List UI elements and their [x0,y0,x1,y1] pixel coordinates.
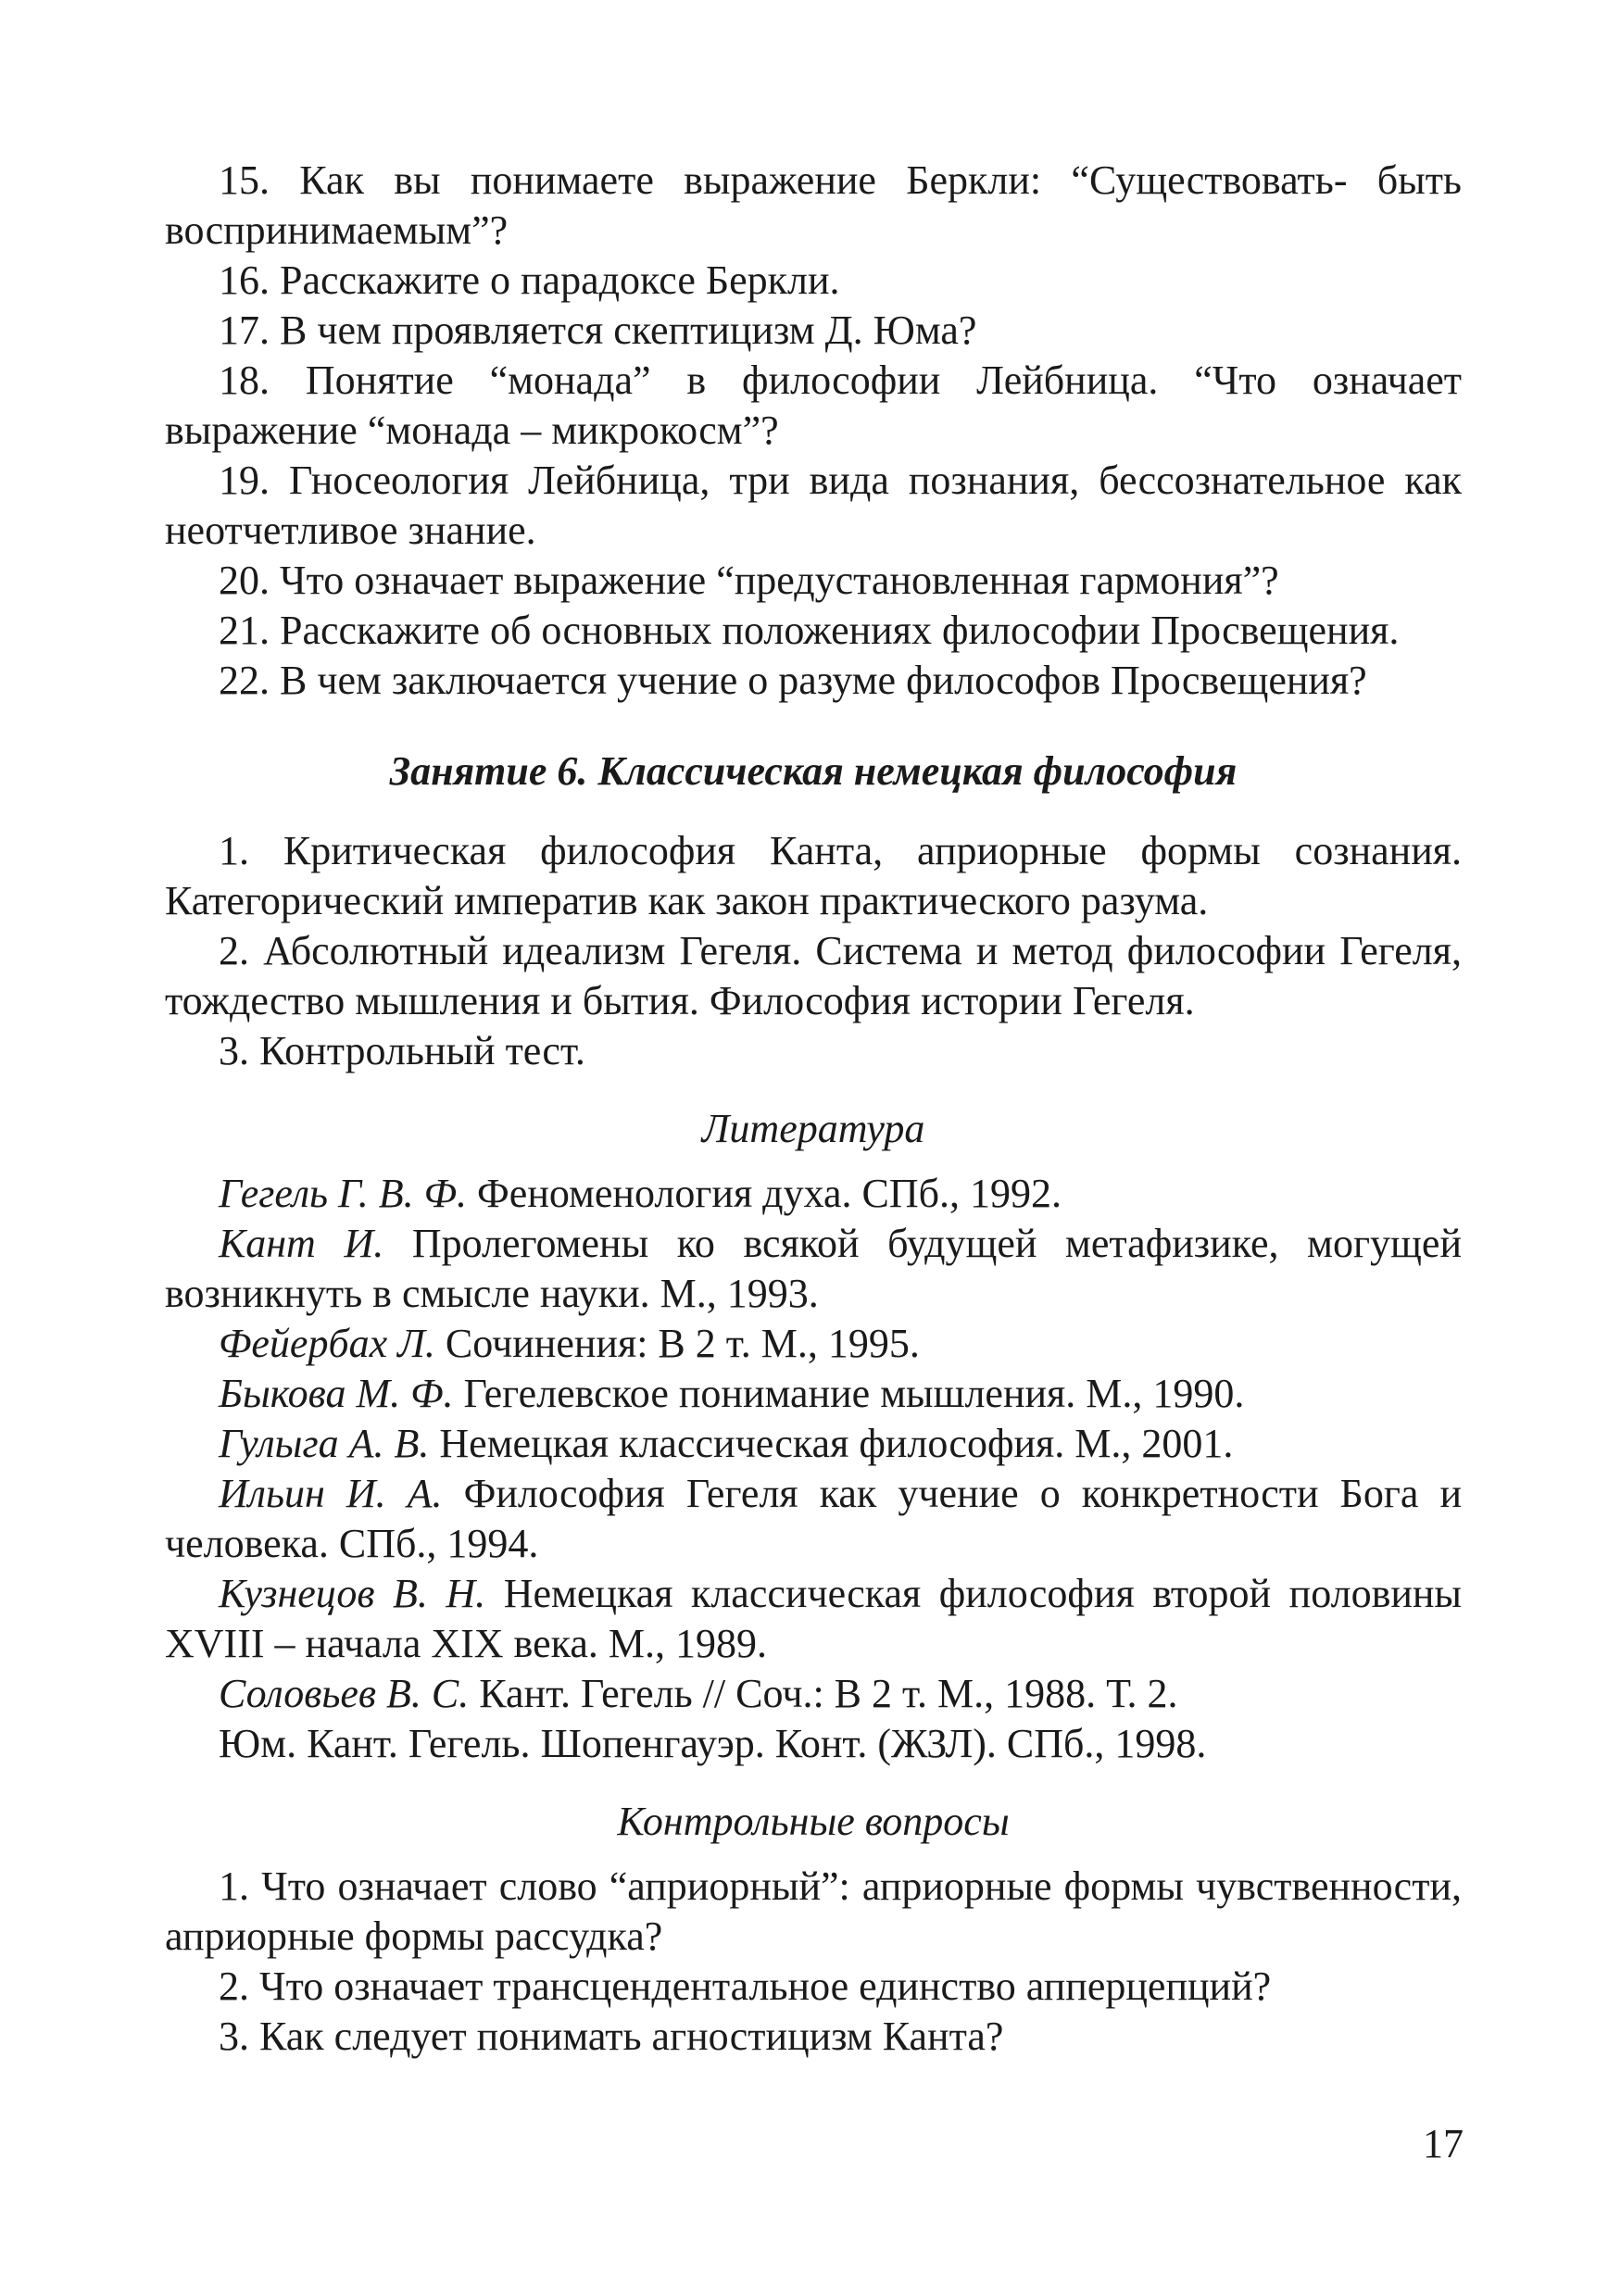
literature-item [165,1669,1462,1719]
question-20: 20. Что означает выражение “предустановленная гармония”? [219,558,1279,603]
literature-text: Сочинения: В 2 т. М., 1995. [434,1321,920,1366]
literature-author: Гулыга А. В. [219,1421,430,1466]
question-17: 17. В чем проявляется скептицизм Д. Юма? [219,307,977,353]
literature-item [165,1419,1462,1469]
literature-author: Фейербах Л. [219,1321,435,1366]
page-content [165,156,1462,2062]
lesson-item-2: 2. Абсолютный идеализм Гегеля. Система и метод философии Гегеля, тождество мышления и бытия. Философия истории Гегеля. [165,928,1462,1023]
literature-text: Немецкая классическая философия второй половины XVIII – начала XIX века. М., 1989. [165,1571,1462,1666]
lesson-item-3: 3. Контрольный тест. [219,1028,585,1073]
lesson-item-1: 1. Критическая философия Канта, априорные формы сознания. Категорический императив как закон практического разума. [165,828,1462,923]
page-number: 17 [1423,2121,1464,2166]
control-question-1: 1. Что означает слово “априорный”: априорные формы чувственности, априорные формы рассудка? [165,1863,1462,1959]
literature-author: Кант И. [219,1221,384,1266]
literature-author: Соловьев В. С. [219,1671,470,1716]
question-15: 15. Как вы понимаете выражение Беркли: “Существовать- быть воспринимаемым”? [165,157,1462,253]
literature-text: Гегелевское понимание мышления. М., 1990. [453,1371,1245,1416]
literature-text: Кант. Гегель // Соч.: В 2 т. М., 1988. Т. 2. [469,1671,1178,1716]
literature-text: Немецкая классическая философия. М., 2001. [429,1421,1234,1466]
literature-author: Быкова М. Ф. [219,1371,454,1416]
literature-text: Феноменология духа. СПб., 1992. [467,1171,1062,1216]
question-21: 21. Расскажите об основных положениях философии Просвещения. [219,608,1400,653]
literature-item [165,1719,1462,1769]
literature-item [165,1319,1462,1369]
literature-text: Юм. Кант. Гегель. Шопенгауэр. Конт. (ЖЗЛ). СПб., 1998. [219,1721,1207,1766]
literature-item [165,1469,1462,1569]
control-question-2: 2. Что означает трансцендентальное единство апперцепций? [219,1964,1272,2009]
control-title: Контрольные вопросы [617,1799,1010,1844]
literature-item [165,1219,1462,1319]
literature-author: Ильин И. А. [219,1471,443,1516]
control-question-3: 3. Как следует понимать агностицизм Канта? [219,2014,1004,2059]
question-16: 16. Расскажите о парадоксе Беркли. [219,257,840,303]
literature-author: Кузнецов В. Н. [219,1571,486,1616]
literature-item [165,1569,1462,1669]
lesson-title: Занятие 6. Классическая немецкая философия [389,748,1238,794]
question-19: 19. Гносеология Лейбница, три вида познания, бессознательное как неотчетливое знание. [165,458,1462,553]
question-18: 18. Понятие “монада” в философии Лейбница. “Что означает выражение “монада – микрокосм”? [165,358,1462,453]
literature-item [165,1369,1462,1419]
question-22: 22. В чем заключается учение о разуме философов Просвещения? [219,658,1367,703]
literature-text: Философия Гегеля как учение о конкретности Бога и человека. СПб., 1994. [165,1471,1462,1566]
literature-author: Гегель Г. В. Ф. [219,1171,468,1216]
literature-title: Литература [701,1106,925,1151]
literature-item [165,1169,1462,1219]
literature-text: Пролегомены ко всякой будущей метафизике, могущей возникнуть в смысле науки. М., 1993. [165,1221,1462,1316]
